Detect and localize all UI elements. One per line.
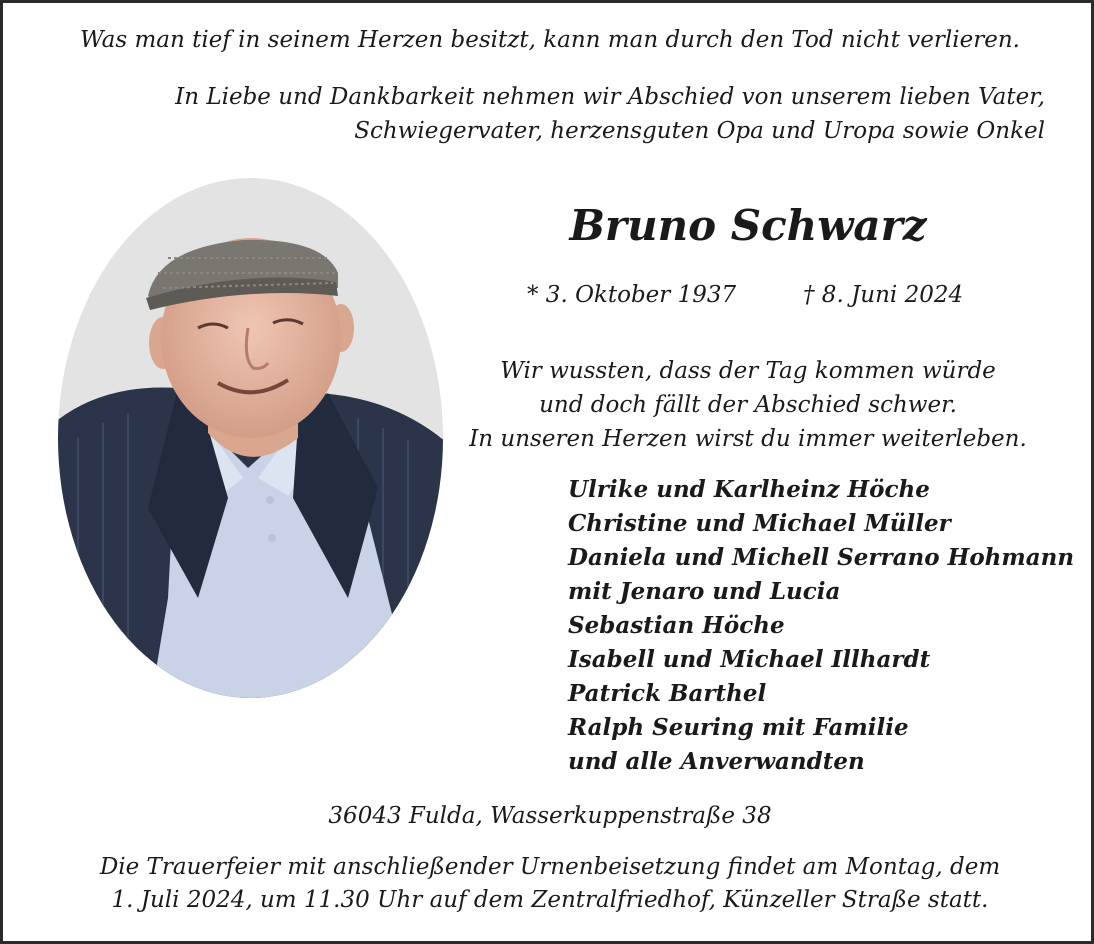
service-info-line-1: Die Trauerfeier mit anschließender Urnenbeisetzung findet am Montag, dem xyxy=(99,854,1001,880)
intro-line-1: In Liebe und Dankbarkeit nehmen wir Abschied von unserem lieben Vater, xyxy=(175,84,1045,110)
mourner-entry: mit Jenaro und Lucia xyxy=(568,578,841,605)
mourner-entry: und alle Anverwandten xyxy=(568,748,865,775)
address: 36043 Fulda, Wasserkuppenstraße 38 xyxy=(328,803,772,829)
mourner-entry: Ulrike und Karlheinz Höche xyxy=(568,476,930,503)
mourners-list xyxy=(568,475,1074,781)
birth-date: * 3. Oktober 1937 xyxy=(527,282,737,308)
intro-line-2: Schwiegervater, herzensguten Opa und Uropa sowie Onkel xyxy=(354,118,1045,144)
motto: Was man tief in seinem Herzen besitzt, kann man durch den Tod nicht verlieren. xyxy=(80,27,1020,53)
mourner-entry: Patrick Barthel xyxy=(568,680,767,707)
mourner-entry: Christine und Michael Müller xyxy=(568,510,951,537)
mourner-entry: Isabell und Michael Illhardt xyxy=(568,646,931,673)
service-info-line-2: 1. Juli 2024, um 11.30 Uhr auf dem Zentralfriedhof, Künzeller Straße statt. xyxy=(111,887,989,913)
verse-line-1: Wir wussten, dass der Tag kommen würde xyxy=(500,358,996,384)
death-date: † 8. Juni 2024 xyxy=(803,282,964,308)
portrait-illustration xyxy=(58,178,443,698)
mourner-entry: Sebastian Höche xyxy=(568,612,785,639)
mourner-entry: Daniela und Michell Serrano Hohmann xyxy=(568,544,1075,571)
mourner-entry: Ralph Seuring mit Familie xyxy=(568,714,909,741)
deceased-name: Bruno Schwarz xyxy=(569,201,927,250)
verse-line-3: In unseren Herzen wirst du immer weiterleben. xyxy=(469,426,1027,452)
verse-line-2: und doch fällt der Abschied schwer. xyxy=(539,392,957,418)
portrait-photo xyxy=(58,178,443,698)
